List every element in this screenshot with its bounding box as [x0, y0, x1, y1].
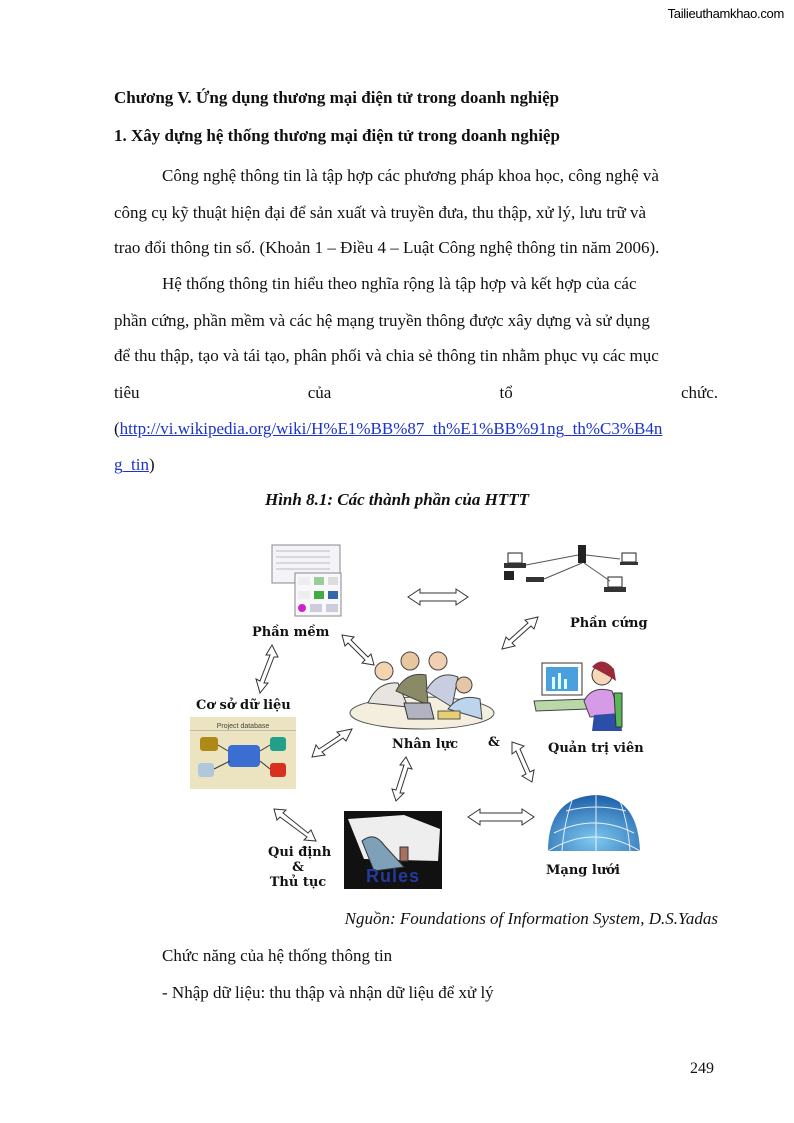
paren-close: ): [148, 455, 155, 474]
label-rules-line1: Qui định: [268, 845, 332, 860]
paragraph1-line1: Công nghệ thông tin là tập hợp các phương pháp khoa học, công nghệ và: [162, 166, 659, 185]
label-ampersand: &: [488, 735, 500, 750]
section-title: 1. Xây dựng hệ thống thương mại điện tử trong doanh nghiệp: [114, 126, 560, 145]
double-arrow-icon: [254, 643, 280, 695]
page-number: 249: [690, 1060, 714, 1077]
database-image: [190, 717, 296, 789]
hardware-network-icon: [498, 543, 646, 603]
people-team-icon: [348, 647, 496, 731]
paragraph2-line2: phần cứng, phần mềm và các hệ mạng truyền thông được xây dựng và sử dụng: [114, 311, 650, 330]
double-arrow-icon: [406, 587, 470, 607]
wiki-link-line1: [114, 419, 718, 439]
rules-image-text: Rules: [365, 866, 421, 886]
word: chức.: [680, 383, 718, 402]
wiki-link-line2: [114, 455, 718, 475]
label-software: Phần mềm: [252, 625, 330, 640]
paragraph2-line3: để thu thập, tạo và tái tạo, phân phối và chia sẻ thông tin nhằm phục vụ các mục: [114, 346, 659, 365]
label-hardware: Phần cứng: [570, 616, 648, 631]
label-people: Nhân lực: [392, 737, 459, 752]
label-administrator: Quản trị viên: [548, 741, 644, 756]
double-arrow-icon: [310, 727, 354, 759]
double-arrow-icon: [390, 755, 414, 803]
rules-image: [344, 811, 442, 889]
word: tổ: [499, 383, 513, 402]
database-image-title: Project database: [190, 723, 296, 731]
paragraph2-line4: [114, 383, 718, 403]
information-system-components-diagram: [180, 535, 660, 895]
word: tiêu: [114, 383, 140, 402]
network-globe-icon: [544, 793, 642, 853]
paren-open: (: [114, 419, 120, 438]
label-rules-line3: Thủ tục: [269, 875, 327, 890]
double-arrow-icon: [466, 807, 536, 827]
database-cylinders-icon: [190, 731, 296, 789]
figure-caption: Hình 8.1: Các thành phần của HTTT: [264, 490, 530, 509]
label-network: Mạng lưới: [546, 863, 620, 878]
double-arrow-icon: [500, 615, 540, 651]
chapter-title: Chương V. Ứng dụng thương mại điện tử trong doanh nghiệp: [114, 88, 560, 107]
wikipedia-link[interactable]: http://vi.wikipedia.org/wiki/H%E1%BB%87_th%E1%BB%91ng_th%C3%B4n: [119, 419, 663, 438]
double-arrow-icon: [510, 740, 536, 784]
paragraph2-line1: Hệ thống thông tin hiểu theo nghĩa rộng là tập hợp và kết hợp của các: [162, 274, 637, 293]
rules-illustration-icon: [344, 811, 442, 871]
functions-heading: Chức năng của hệ thống thông tin: [162, 946, 393, 965]
double-arrow-icon: [272, 807, 318, 843]
figure-source: Nguồn: Foundations of Information System, D.S.Yadas: [344, 909, 718, 928]
label-rules-line2: &: [292, 860, 304, 875]
wikipedia-link-continued[interactable]: g_tin: [114, 455, 149, 474]
site-watermark: Tailieuthamkhao.com: [667, 6, 784, 21]
paragraph1-line2: công cụ kỹ thuật hiện đại để sản xuất và truyền đưa, thu thập, xử lý, lưu trữ và: [114, 203, 647, 222]
label-database: Cơ sở dữ liệu: [196, 698, 291, 713]
function-item-input: - Nhập dữ liệu: thu thập và nhận dữ liệu để xử lý: [162, 983, 494, 1002]
paragraph1-line3: trao đổi thông tin số. (Khoản 1 – Điều 4 – Luật Công nghệ thông tin năm 2006).: [114, 238, 660, 257]
software-screenshot-icon: [270, 543, 342, 619]
administrator-icon: [532, 655, 624, 733]
word: của: [307, 383, 332, 402]
